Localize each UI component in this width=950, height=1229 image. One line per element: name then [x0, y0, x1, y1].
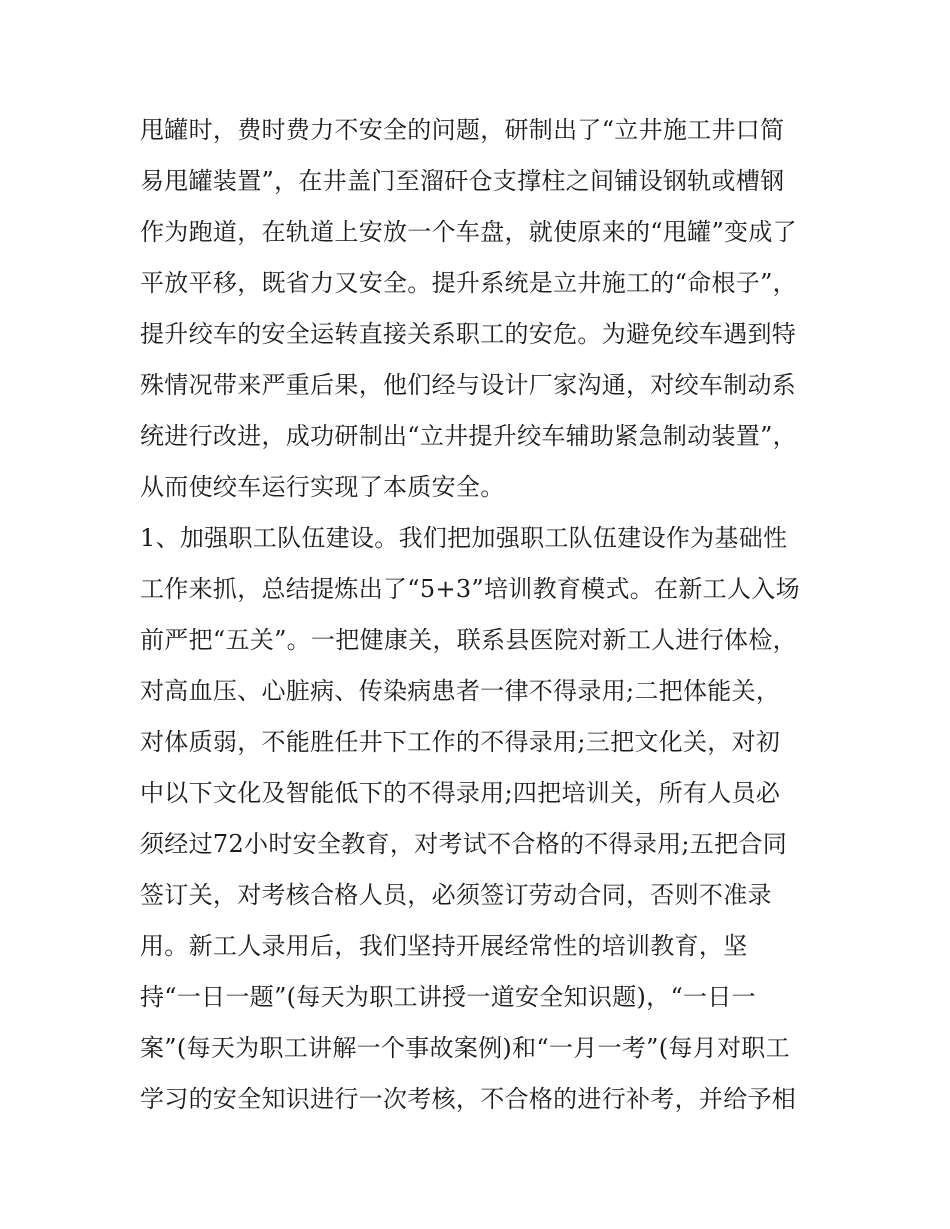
text-line: 平放平移，既省力又安全。提升系统是立井施工的“命根子”， — [140, 269, 797, 297]
text-line: 作为跑道，在轨道上安放一个车盘，就使原来的“甩罐”变成了 — [140, 218, 797, 246]
text-line: 前严把“五关”。一把健康关，联系县医院对新工人进行体检， — [140, 626, 797, 654]
text-line: 殊情况带来严重后果，他们经与设计厂家沟通，对绞车制动系 — [140, 371, 797, 399]
text-line: 中以下文化及智能低下的不得录用;四把培训关，所有人员必 — [140, 779, 781, 807]
text-line: 签订关，对考核合格人员，必须签订劳动合同，否则不准录 — [140, 881, 772, 909]
text-line: 案”(每天为职工讲解一个事故案例)和“一月一考”(每月对职工 — [140, 1034, 790, 1062]
text-line: 统进行改进，成功研制出“立井提升绞车辅助紧急制动装置”， — [140, 422, 797, 450]
text-line: 提升绞车的安全运转直接关系职工的安危。为避免绞车遇到特 — [140, 320, 797, 348]
text-line: 易甩罐装置”，在井盖门至溜矸仓支撑柱之间铺设钢轨或槽钢 — [140, 167, 785, 195]
text-line: 须经过72小时安全教育，对考试不合格的不得录用;五把合同 — [140, 830, 788, 858]
text-line: 1、加强职工队伍建设。我们把加强职工队伍建设作为基础性 — [140, 524, 788, 552]
body-text — [140, 105, 840, 1125]
text-line: 学习的安全知识进行一次考核，不合格的进行补考，并给予相 — [140, 1085, 797, 1113]
text-line: 对体质弱，不能胜任井下工作的不得录用;三把文化关，对初 — [140, 728, 781, 756]
text-line: 从而使绞车运行实现了本质安全。 — [140, 473, 505, 501]
text-line: 持“一日一题”(每天为职工讲授一道安全知识题)，“一日一 — [140, 983, 756, 1011]
text-line: 甩罐时，费时费力不安全的问题，研制出了“立井施工井口简 — [140, 116, 785, 144]
text-line: 用。新工人录用后，我们坚持开展经常性的培训教育，坚 — [140, 932, 748, 960]
text-line: 对高血压、心脏病、传染病患者一律不得录用;二把体能关， — [140, 677, 781, 705]
text-line: 工作来抓，总结提炼出了“5+3”培训教育模式。在新工人入场 — [140, 575, 800, 603]
